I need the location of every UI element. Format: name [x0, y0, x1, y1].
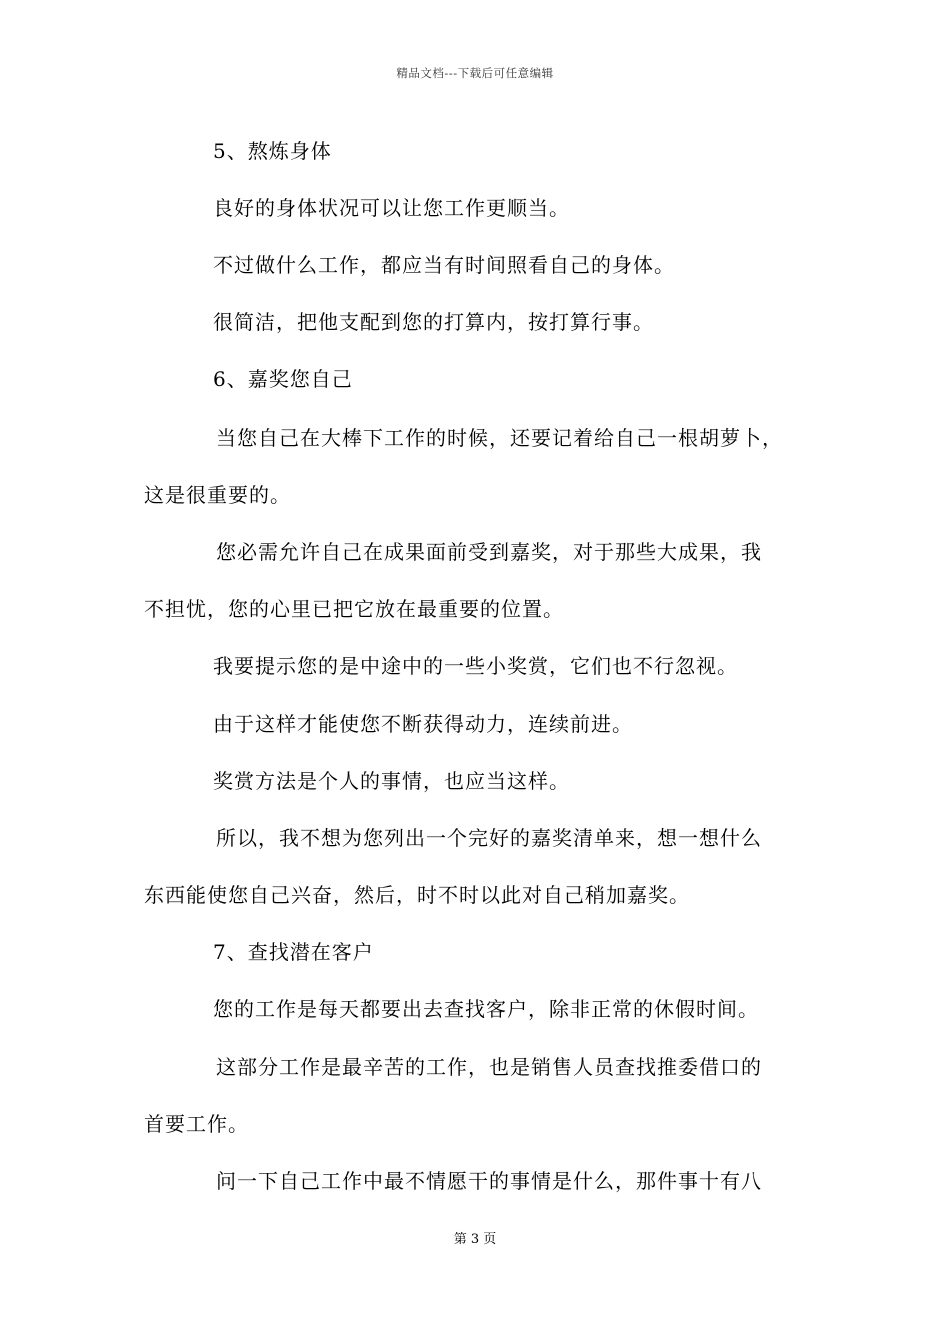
- paragraph-line: 奖赏方法是个人的事情，也应当这样。: [213, 769, 570, 793]
- section-heading-prospects: 7、查找潜在客户: [213, 940, 374, 964]
- paragraph-line: 问一下自己工作中最不情愿干的事情是什么，那件事十有八: [216, 1169, 762, 1193]
- paragraph-line: 您的工作是每天都要出去查找客户，除非正常的休假时间。: [213, 997, 759, 1021]
- paragraph-line: 您必需允许自己在成果面前受到嘉奖，对于那些大成果，我: [216, 540, 762, 564]
- page-number: 第 3 页: [453, 1232, 497, 1247]
- paragraph-line: 不过做什么工作，都应当有时间照看自己的身体。: [213, 253, 675, 277]
- paragraph-line: 所以，我不想为您列出一个完好的嘉奖清单来，想一想什么: [216, 826, 762, 850]
- section-heading-reward: 6、嘉奖您自己: [213, 367, 353, 391]
- paragraph-line: 首要工作。: [144, 1112, 249, 1136]
- paragraph-line: 我要提示您的是中途中的一些小奖赏，它们也不行忽视。: [213, 654, 738, 678]
- paragraph-line: 当您自己在大棒下工作的时候，还要记着给自己一根胡萝卜，: [216, 426, 783, 450]
- paragraph-line: 不担忧，您的心里已把它放在最重要的位置。: [144, 597, 564, 621]
- paragraph-line: 由于这样才能使您不断获得动力，连续前进。: [213, 712, 633, 736]
- paragraph-line: 东西能使您自己兴奋，然后，时不时以此对自己稍加嘉奖。: [144, 883, 690, 907]
- page-header: 精品文档---下载后可任意编辑: [396, 66, 554, 80]
- paragraph-line: 良好的身体状况可以让您工作更顺当。: [213, 196, 570, 220]
- paragraph-line: 很简洁，把他支配到您的打算内，按打算行事。: [213, 310, 654, 334]
- paragraph-line: 这是很重要的。: [144, 483, 291, 507]
- paragraph-line: 这部分工作是最辛苦的工作，也是销售人员查找推委借口的: [216, 1055, 762, 1079]
- section-heading-exercise: 5、熬炼身体: [213, 139, 332, 163]
